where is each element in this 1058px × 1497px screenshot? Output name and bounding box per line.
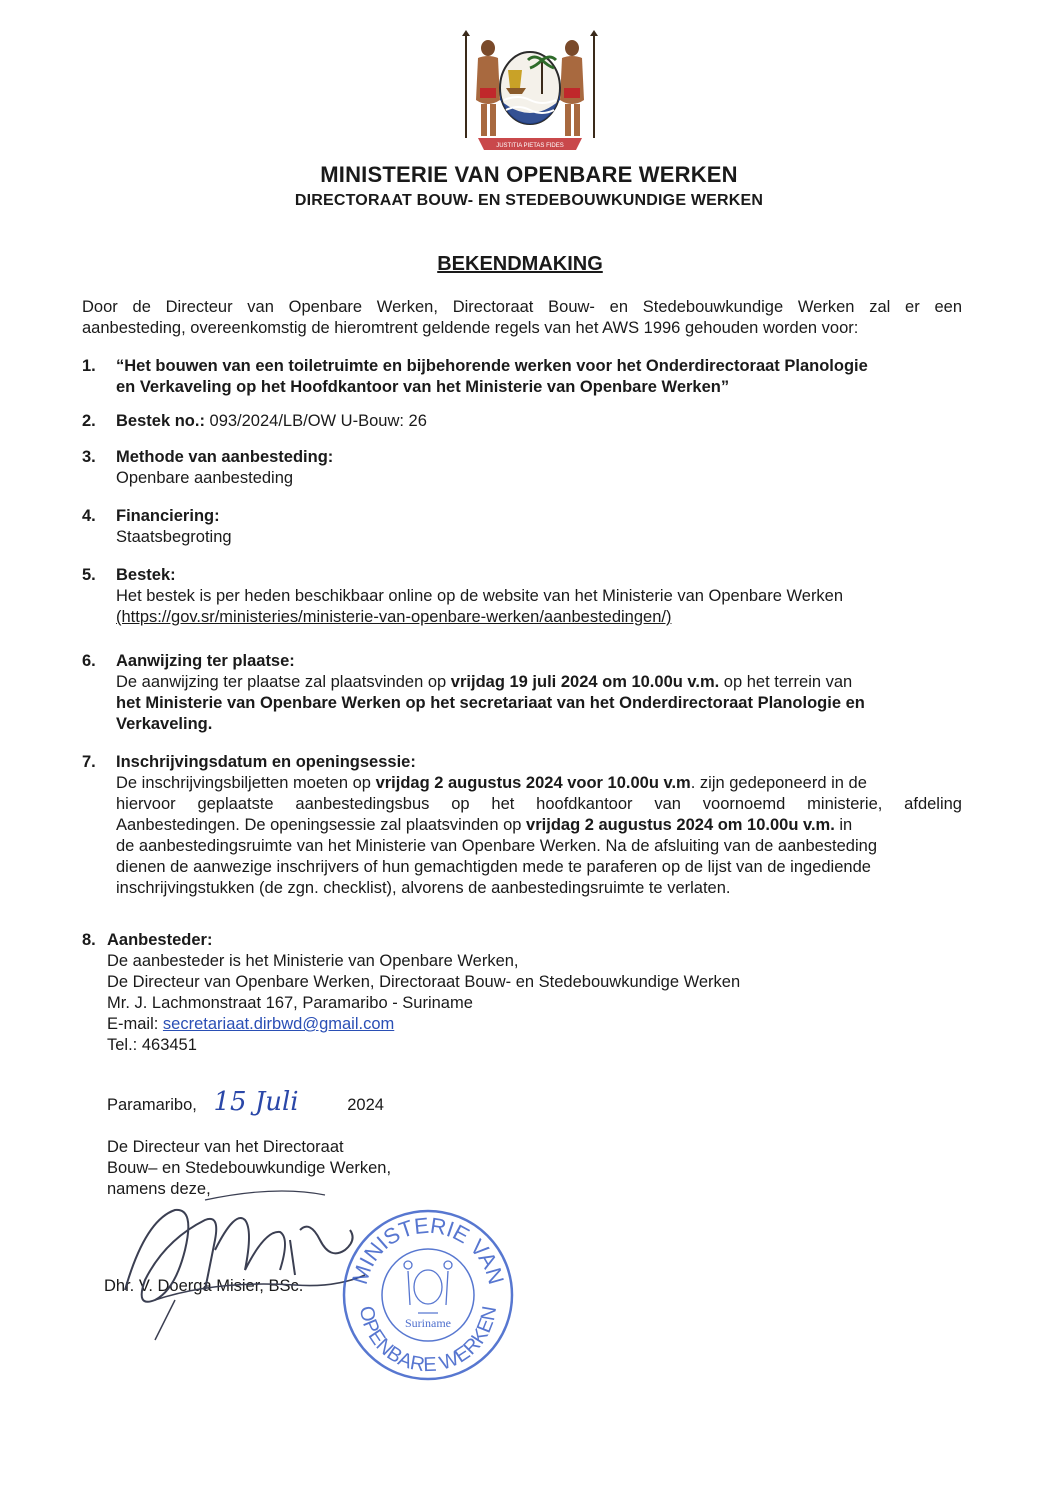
coat-of-arms-icon: [448, 30, 612, 154]
item-text: inschrijvingstukken (de zgn. checklist), alvorens de aanbestedingsruimte te verlaten.: [116, 879, 731, 897]
signature-line: Bouw– en Stedebouwkundige Werken,: [107, 1159, 392, 1177]
stamp-center-text: Suriname: [405, 1316, 451, 1330]
website-link[interactable]: (https://gov.sr/ministeries/ministerie-van-openbare-werken/aanbestedingen/): [116, 608, 672, 626]
contact-line: De aanbesteder is het Ministerie van Openbare Werken,: [107, 952, 519, 970]
item-text: . zijn gedeponeerd in de: [690, 774, 867, 792]
email-link[interactable]: secretariaat.dirbwd@gmail.com: [162, 1015, 395, 1033]
item-text: De inschrijvingsbiljetten moeten op: [116, 774, 376, 792]
item-number: 4.: [82, 507, 96, 525]
signature-line: De Directeur van het Directoraat: [107, 1138, 344, 1156]
item-value: Staatsbegroting: [116, 528, 232, 546]
item-text: Het bestek is per heden beschikbaar online op de website van het Ministerie van Openbare Werken: [116, 587, 844, 605]
stamp-arc-top: MINISTERIE VAN: [346, 1212, 510, 1288]
item-text: op het terrein van: [719, 673, 853, 691]
item-text: Verkaveling.: [116, 715, 213, 733]
email-label: E-mail:: [107, 1015, 163, 1033]
date-line: [107, 1087, 384, 1117]
item-number: 2.: [82, 412, 96, 430]
handwritten-date: 15 Juli: [213, 1087, 299, 1117]
directorate-title: DIRECTORAAT BOUW- EN STEDEBOUWKUNDIGE WERKEN: [294, 192, 764, 209]
item-label: Bestek:: [116, 566, 176, 584]
item-text: de aanbestedingsruimte van het Ministerie van Openbare Werken. Na de afsluiting van de aanbesteding: [116, 837, 878, 855]
item-label: Aanbesteder:: [107, 931, 213, 949]
intro-line: Door de Directeur van Openbare Werken, Directoraat Bouw- en Stedebouwkundige Werken zal er een: [82, 298, 962, 316]
stamp-arc-bottom: OPENBARE WERKEN: [354, 1304, 502, 1377]
item-text: in: [834, 816, 853, 834]
contact-line: De Directeur van Openbare Werken, Directoraat Bouw- en Stedebouwkundige Werken: [107, 973, 741, 991]
notice-title: BEKENDMAKING: [437, 253, 603, 275]
item-text: hiervoor geplaatste aanbestedingsbus op het hoofdkantoor van voornoemd ministerie, afdeling: [116, 795, 962, 813]
item-number: 6.: [82, 652, 96, 670]
item-label: Financiering:: [116, 507, 220, 525]
item-number: 8.: [82, 931, 96, 949]
item-number: 1.: [82, 357, 96, 375]
item-label: Methode van aanbesteding:: [116, 448, 334, 466]
item-label: Bestek no.:: [116, 412, 205, 430]
signature-line: namens deze,: [107, 1180, 211, 1198]
item-text: De aanwijzing ter plaatse zal plaatsvinden op: [116, 673, 451, 691]
intro-line: aanbesteding, overeenkomstig de hieromtrent geldende regels van het AWS 1996 gehouden worden voor:: [82, 319, 859, 337]
phone-line: Tel.: 463451: [107, 1036, 197, 1054]
coat-motto: JUSTITIA PIETAS FIDES: [496, 143, 564, 149]
place-label: Paramaribo,: [107, 1096, 197, 1114]
item-number: 7.: [82, 753, 96, 771]
item-label: Inschrijvingsdatum en openingsessie:: [116, 753, 416, 771]
opening-date: vrijdag 2 augustus 2024 om 10.00u v.m.: [526, 816, 835, 834]
project-title-line: en Verkaveling op het Hoofdkantoor van het Ministerie van Openbare Werken”: [116, 378, 730, 396]
signatory-name: Dhr. V. Doerga Misier, BSc.: [104, 1277, 304, 1295]
intro-paragraph: [82, 297, 962, 339]
submission-date: vrijdag 2 augustus 2024 voor 10.00u v.m: [375, 774, 691, 792]
year-label: 2024: [347, 1096, 384, 1114]
project-title-line: “Het bouwen van een toiletruimte en bijbehorende werken voor het Onderdirectoraat Planologie: [116, 357, 868, 375]
ministry-title: MINISTERIE VAN OPENBARE WERKEN: [320, 162, 738, 187]
item-value: 093/2024/LB/OW U-Bouw: 26: [204, 412, 427, 430]
item-value: Openbare aanbesteding: [116, 469, 294, 487]
svg-text:MINISTERIE VAN: [347, 1213, 509, 1287]
official-stamp-icon: [338, 1205, 518, 1385]
item-text: het Ministerie van Openbare Werken op het secretariaat van het Onderdirectoraat Planologie en: [116, 694, 865, 712]
item-label: Aanwijzing ter plaatse:: [116, 652, 295, 670]
item-number: 3.: [82, 448, 96, 466]
address-line: Mr. J. Lachmonstraat 167, Paramaribo - Suriname: [107, 994, 473, 1012]
item-text: dienen de aanwezige inschrijvers of hun gemachtigden mede te paraferen op de lijst van de ingediende: [116, 858, 871, 876]
item-text: Aanbestedingen. De openingsessie zal plaatsvinden op: [116, 816, 527, 834]
item-number: 5.: [82, 566, 96, 584]
inspection-date: vrijdag 19 juli 2024 om 10.00u v.m.: [450, 673, 720, 691]
